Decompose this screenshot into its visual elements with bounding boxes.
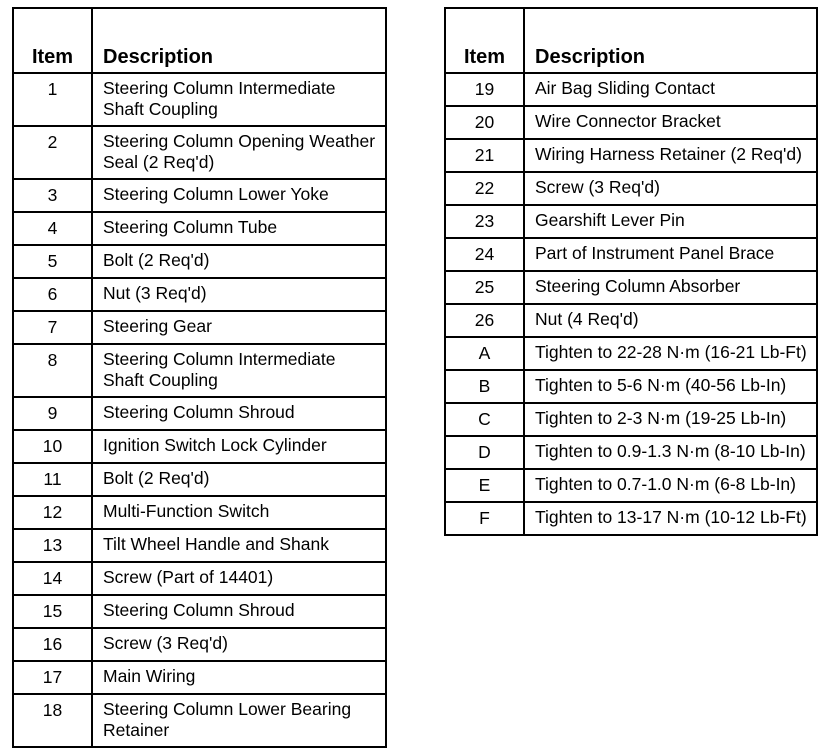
description-column-header: Description	[524, 8, 817, 73]
table-row	[13, 496, 386, 529]
item-number: 3	[13, 179, 92, 212]
table-row	[13, 179, 386, 212]
item-description: Wire Connector Bracket	[524, 106, 817, 139]
item-column-header: Item	[445, 8, 524, 73]
item-number: 2	[13, 126, 92, 179]
item-number: F	[445, 502, 524, 535]
item-number: 6	[13, 278, 92, 311]
table-row	[445, 304, 817, 337]
item-description: Steering Column Tube	[92, 212, 386, 245]
item-description: Multi-Function Switch	[92, 496, 386, 529]
item-number: 16	[13, 628, 92, 661]
description-column-header: Description	[92, 8, 386, 73]
item-number: D	[445, 436, 524, 469]
item-number: 15	[13, 595, 92, 628]
item-description: Tighten to 0.9-1.3 N·m (8-10 Lb-In)	[524, 436, 817, 469]
item-number: 23	[445, 205, 524, 238]
table-row	[445, 502, 817, 535]
parts-table-right	[444, 7, 818, 536]
table-row	[13, 278, 386, 311]
item-number: 4	[13, 212, 92, 245]
item-description: Steering Column Absorber	[524, 271, 817, 304]
table-row	[445, 436, 817, 469]
table-row	[13, 245, 386, 278]
table-row	[13, 344, 386, 397]
item-description: Main Wiring	[92, 661, 386, 694]
item-description: Screw (Part of 14401)	[92, 562, 386, 595]
item-description: Tighten to 0.7-1.0 N·m (6-8 Lb-In)	[524, 469, 817, 502]
table-row	[13, 397, 386, 430]
item-description: Tighten to 22-28 N·m (16-21 Lb-Ft)	[524, 337, 817, 370]
item-number: 14	[13, 562, 92, 595]
item-number: B	[445, 370, 524, 403]
table-row	[13, 212, 386, 245]
item-description: Air Bag Sliding Contact	[524, 73, 817, 106]
table-row	[13, 694, 386, 747]
item-description: Screw (3 Req'd)	[92, 628, 386, 661]
item-description: Wiring Harness Retainer (2 Req'd)	[524, 139, 817, 172]
item-description: Bolt (2 Req'd)	[92, 463, 386, 496]
item-description: Tighten to 13-17 N·m (10-12 Lb-Ft)	[524, 502, 817, 535]
header-row	[13, 8, 386, 73]
table-row	[13, 661, 386, 694]
item-number: 9	[13, 397, 92, 430]
item-description: Nut (3 Req'd)	[92, 278, 386, 311]
item-description: Part of Instrument Panel Brace	[524, 238, 817, 271]
table-row	[445, 403, 817, 436]
item-description: Bolt (2 Req'd)	[92, 245, 386, 278]
item-description: Steering Column Intermediate Shaft Coupling	[92, 344, 386, 397]
item-description: Tighten to 2-3 N·m (19-25 Lb-In)	[524, 403, 817, 436]
item-number: C	[445, 403, 524, 436]
item-number: 21	[445, 139, 524, 172]
item-number: A	[445, 337, 524, 370]
table-row	[445, 205, 817, 238]
item-description: Tighten to 5-6 N·m (40-56 Lb-In)	[524, 370, 817, 403]
table-row	[13, 463, 386, 496]
item-number: 22	[445, 172, 524, 205]
table-row	[445, 73, 817, 106]
item-column-header: Item	[13, 8, 92, 73]
item-description: Gearshift Lever Pin	[524, 205, 817, 238]
item-number: 12	[13, 496, 92, 529]
table-row	[445, 139, 817, 172]
item-number: 17	[13, 661, 92, 694]
table-row	[445, 238, 817, 271]
table-row	[445, 370, 817, 403]
item-number: 20	[445, 106, 524, 139]
item-number: 5	[13, 245, 92, 278]
header-row	[445, 8, 817, 73]
table-row	[13, 562, 386, 595]
table-row	[13, 595, 386, 628]
item-number: 26	[445, 304, 524, 337]
table-row	[445, 337, 817, 370]
item-description: Steering Column Shroud	[92, 595, 386, 628]
table-row	[13, 529, 386, 562]
item-number: 13	[13, 529, 92, 562]
item-number: 7	[13, 311, 92, 344]
item-description: Tilt Wheel Handle and Shank	[92, 529, 386, 562]
table-row	[445, 469, 817, 502]
item-number: 10	[13, 430, 92, 463]
item-description: Ignition Switch Lock Cylinder	[92, 430, 386, 463]
item-number: 25	[445, 271, 524, 304]
item-description: Steering Column Intermediate Shaft Coupling	[92, 73, 386, 126]
parts-table-left	[12, 7, 387, 748]
table-row	[13, 430, 386, 463]
table-row	[445, 106, 817, 139]
table-row	[13, 73, 386, 126]
item-description: Steering Column Lower Bearing Retainer	[92, 694, 386, 747]
item-number: 8	[13, 344, 92, 397]
item-number: E	[445, 469, 524, 502]
item-number: 18	[13, 694, 92, 747]
item-description: Steering Gear	[92, 311, 386, 344]
item-description: Screw (3 Req'd)	[524, 172, 817, 205]
table-row	[445, 271, 817, 304]
item-number: 11	[13, 463, 92, 496]
item-number: 19	[445, 73, 524, 106]
item-description: Steering Column Lower Yoke	[92, 179, 386, 212]
table-row	[445, 172, 817, 205]
item-description: Steering Column Opening Weather Seal (2 Req'd)	[92, 126, 386, 179]
item-description: Steering Column Shroud	[92, 397, 386, 430]
table-row	[13, 311, 386, 344]
table-row	[13, 126, 386, 179]
item-number: 1	[13, 73, 92, 126]
table-row	[13, 628, 386, 661]
item-number: 24	[445, 238, 524, 271]
item-description: Nut (4 Req'd)	[524, 304, 817, 337]
